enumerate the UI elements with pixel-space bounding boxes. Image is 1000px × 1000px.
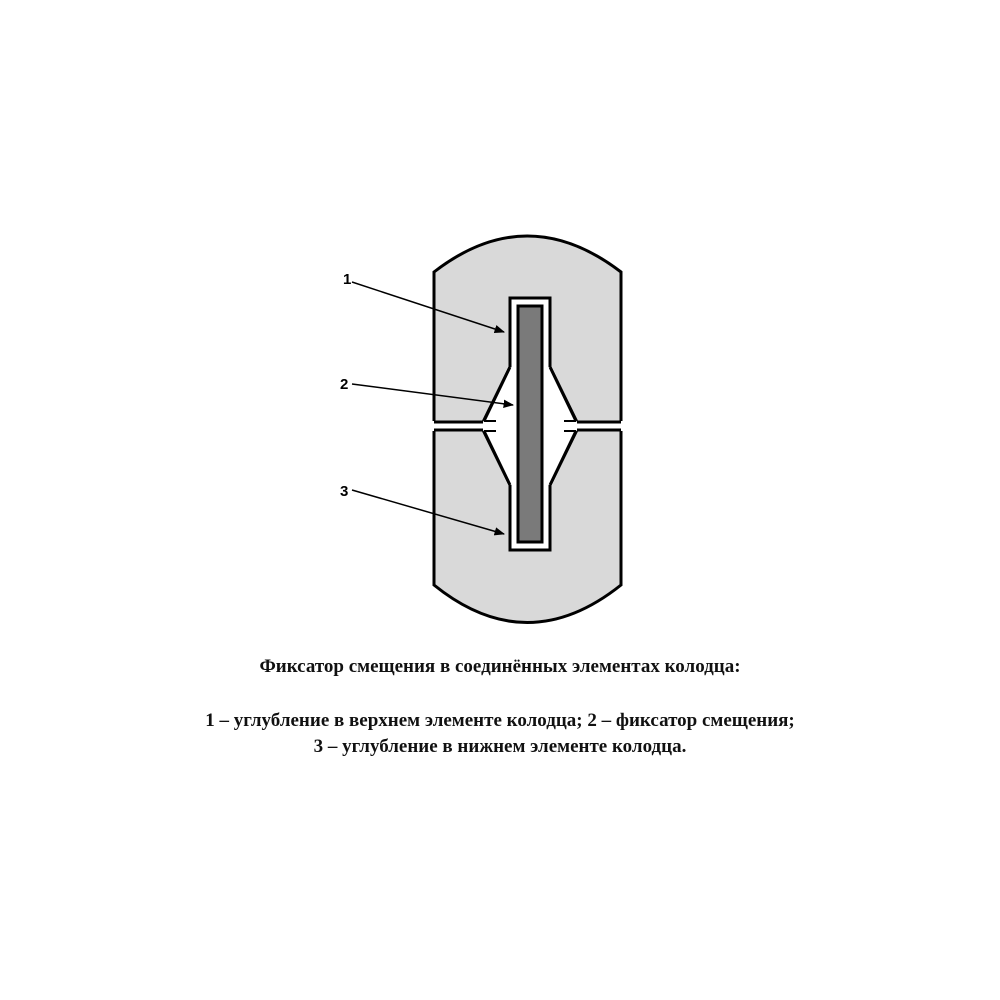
callout-label-1: 1: [343, 271, 352, 288]
displacement-fixator: [518, 306, 542, 542]
caption-title: Фиксатор смещения в соединённых элементах колодца:: [259, 656, 741, 677]
caption-legend-line-2: 3 – углубление в нижнем элементе колодца.: [313, 736, 687, 757]
caption-legend-line-1: 1 – углубление в верхнем элементе колодца; 2 – фиксатор смещения;: [205, 710, 795, 731]
callout-label-2: 2: [340, 376, 349, 393]
callout-label-3: 3: [340, 483, 349, 500]
